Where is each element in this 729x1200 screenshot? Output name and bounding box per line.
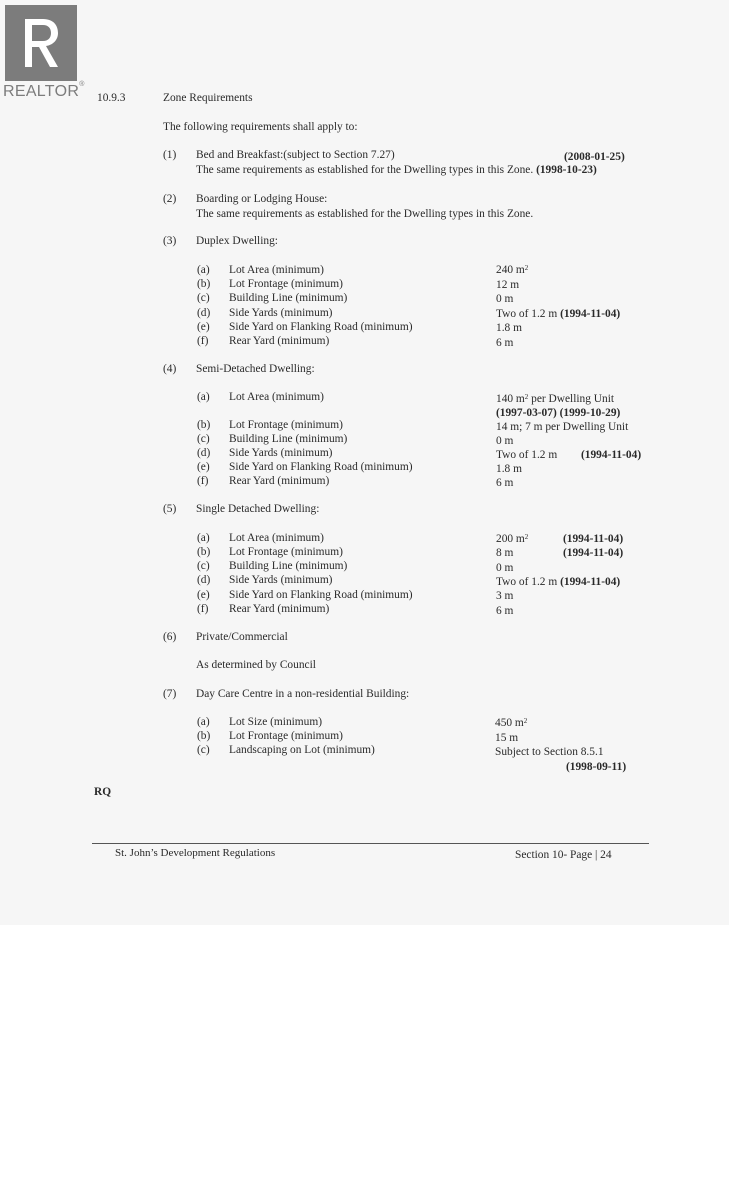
item-number: (5) xyxy=(163,503,177,515)
item-title: Duplex Dwelling: xyxy=(196,235,278,247)
item-title: Day Care Centre in a non-residential Building: xyxy=(196,688,410,700)
row-value: 6 m xyxy=(496,337,514,349)
item-text: As determined by Council xyxy=(196,659,316,671)
row-letter: (d) xyxy=(197,574,211,586)
row-letter: (c) xyxy=(197,433,210,445)
row-label: Rear Yard (minimum) xyxy=(229,335,330,347)
amendment-date: (2008-01-25) xyxy=(564,151,625,163)
row-value: Two of 1.2 m (1994-11-04) xyxy=(496,576,621,588)
item-text: The same requirements as established for the Dwelling types in this Zone. xyxy=(196,208,534,220)
row-letter: (f) xyxy=(197,335,209,347)
row-value: 1.8 m xyxy=(496,463,522,475)
row-letter: (f) xyxy=(197,475,209,487)
row-label: Side Yards (minimum) xyxy=(229,447,333,459)
row-value: 450 $m^2$ xyxy=(495,717,528,729)
amendment-date: (1998-09-11) xyxy=(566,761,627,773)
realtor-logo xyxy=(3,5,85,100)
row-label: Side Yard on Flanking Road (minimum) xyxy=(229,461,413,473)
row-label: Building Line (minimum) xyxy=(229,433,348,445)
row-letter: (e) xyxy=(197,589,210,601)
row-value: 1.8 m xyxy=(496,322,522,334)
row-letter: (a) xyxy=(197,391,210,403)
section-number: 10.9.3 xyxy=(97,92,126,104)
row-value: 0 m xyxy=(496,435,514,447)
item-title: Private/Commercial xyxy=(196,631,288,643)
row-label: Side Yards (minimum) xyxy=(229,307,333,319)
row-letter: (b) xyxy=(197,419,211,431)
item-number: (3) xyxy=(163,235,177,247)
amendment-date: (1994-11-04) xyxy=(563,547,624,559)
row-value: 140 $m^2$ per Dwelling Unit xyxy=(496,393,615,405)
row-value: 6 m xyxy=(496,477,514,489)
footer-left: St. John’s Development Regulations xyxy=(115,847,276,859)
row-letter: (e) xyxy=(197,461,210,473)
row-letter: (c) xyxy=(197,560,210,572)
row-label: Building Line (minimum) xyxy=(229,560,348,572)
realtor-wordmark: REALTOR® xyxy=(3,81,85,100)
row-label: Lot Frontage (minimum) xyxy=(229,546,343,558)
row-letter: (f) xyxy=(197,603,209,615)
row-label: Building Line (minimum) xyxy=(229,292,348,304)
footer-divider xyxy=(92,843,649,844)
row-value: Two of 1.2 m xyxy=(496,449,558,461)
row-value: Subject to Section 8.5.1 xyxy=(495,746,604,758)
row-value: 3 m xyxy=(496,590,514,602)
row-letter: (c) xyxy=(197,744,210,756)
row-label: Landscaping on Lot (minimum) xyxy=(229,744,375,756)
item-number: (2) xyxy=(163,193,177,205)
row-label: Lot Area (minimum) xyxy=(229,532,324,544)
row-label: Lot Area (minimum) xyxy=(229,391,324,403)
row-letter: (d) xyxy=(197,307,211,319)
row-value: 240 $m^2$ xyxy=(496,264,529,276)
item-title: Semi-Detached Dwelling: xyxy=(196,363,315,375)
row-label: Rear Yard (minimum) xyxy=(229,475,330,487)
row-letter: (c) xyxy=(197,292,210,304)
row-letter: (a) xyxy=(197,264,210,276)
row-label: Lot Frontage (minimum) xyxy=(229,419,343,431)
row-letter: (a) xyxy=(197,532,210,544)
row-value: 0 m xyxy=(496,562,514,574)
item-title: Single Detached Dwelling: xyxy=(196,503,320,515)
zone-code: RQ xyxy=(94,786,112,798)
row-letter: (e) xyxy=(197,321,210,333)
row-value: 8 m xyxy=(496,547,514,559)
row-value: 15 m xyxy=(495,732,519,744)
amendment-date: (1994-11-04) xyxy=(581,449,642,461)
item-title: Boarding or Lodging House: xyxy=(196,193,328,205)
row-letter: (d) xyxy=(197,447,211,459)
row-label: Rear Yard (minimum) xyxy=(229,603,330,615)
section-title: Zone Requirements xyxy=(163,92,253,104)
row-value: 14 m; 7 m per Dwelling Unit xyxy=(496,421,629,433)
amendment-date: (1994-11-04) xyxy=(563,533,624,545)
row-value: 200 $m^2$ xyxy=(496,533,529,545)
row-label: Side Yard on Flanking Road (minimum) xyxy=(229,321,413,333)
item-number: (7) xyxy=(163,688,177,700)
item-number: (6) xyxy=(163,631,177,643)
row-value: 6 m xyxy=(496,605,514,617)
row-label: Side Yard on Flanking Road (minimum) xyxy=(229,589,413,601)
intro-text: The following requirements shall apply to: xyxy=(163,121,358,133)
realtor-r-icon xyxy=(5,5,77,81)
row-label: Lot Frontage (minimum) xyxy=(229,730,343,742)
row-value: Two of 1.2 m (1994-11-04) xyxy=(496,308,621,320)
row-value: 12 m xyxy=(496,279,520,291)
row-label: Lot Frontage (minimum) xyxy=(229,278,343,290)
item-number: (1) xyxy=(163,149,177,161)
item-title: Bed and Breakfast:(subject to Section 7.27) xyxy=(196,149,395,161)
row-label: Lot Area (minimum) xyxy=(229,264,324,276)
row-label: Lot Size (minimum) xyxy=(229,716,323,728)
item-number: (4) xyxy=(163,363,177,375)
row-letter: (b) xyxy=(197,546,211,558)
row-label: Side Yards (minimum) xyxy=(229,574,333,586)
row-letter: (b) xyxy=(197,730,211,742)
item-text: The same requirements as established for the Dwelling types in this Zone. (1998-10-23) xyxy=(196,164,597,176)
row-letter: (b) xyxy=(197,278,211,290)
footer-right: Section 10- Page | 24 xyxy=(515,849,612,861)
row-value: 0 m xyxy=(496,293,514,305)
amendment-dates: (1997-03-07) (1999-10-29) xyxy=(496,407,621,419)
row-letter: (a) xyxy=(197,716,210,728)
